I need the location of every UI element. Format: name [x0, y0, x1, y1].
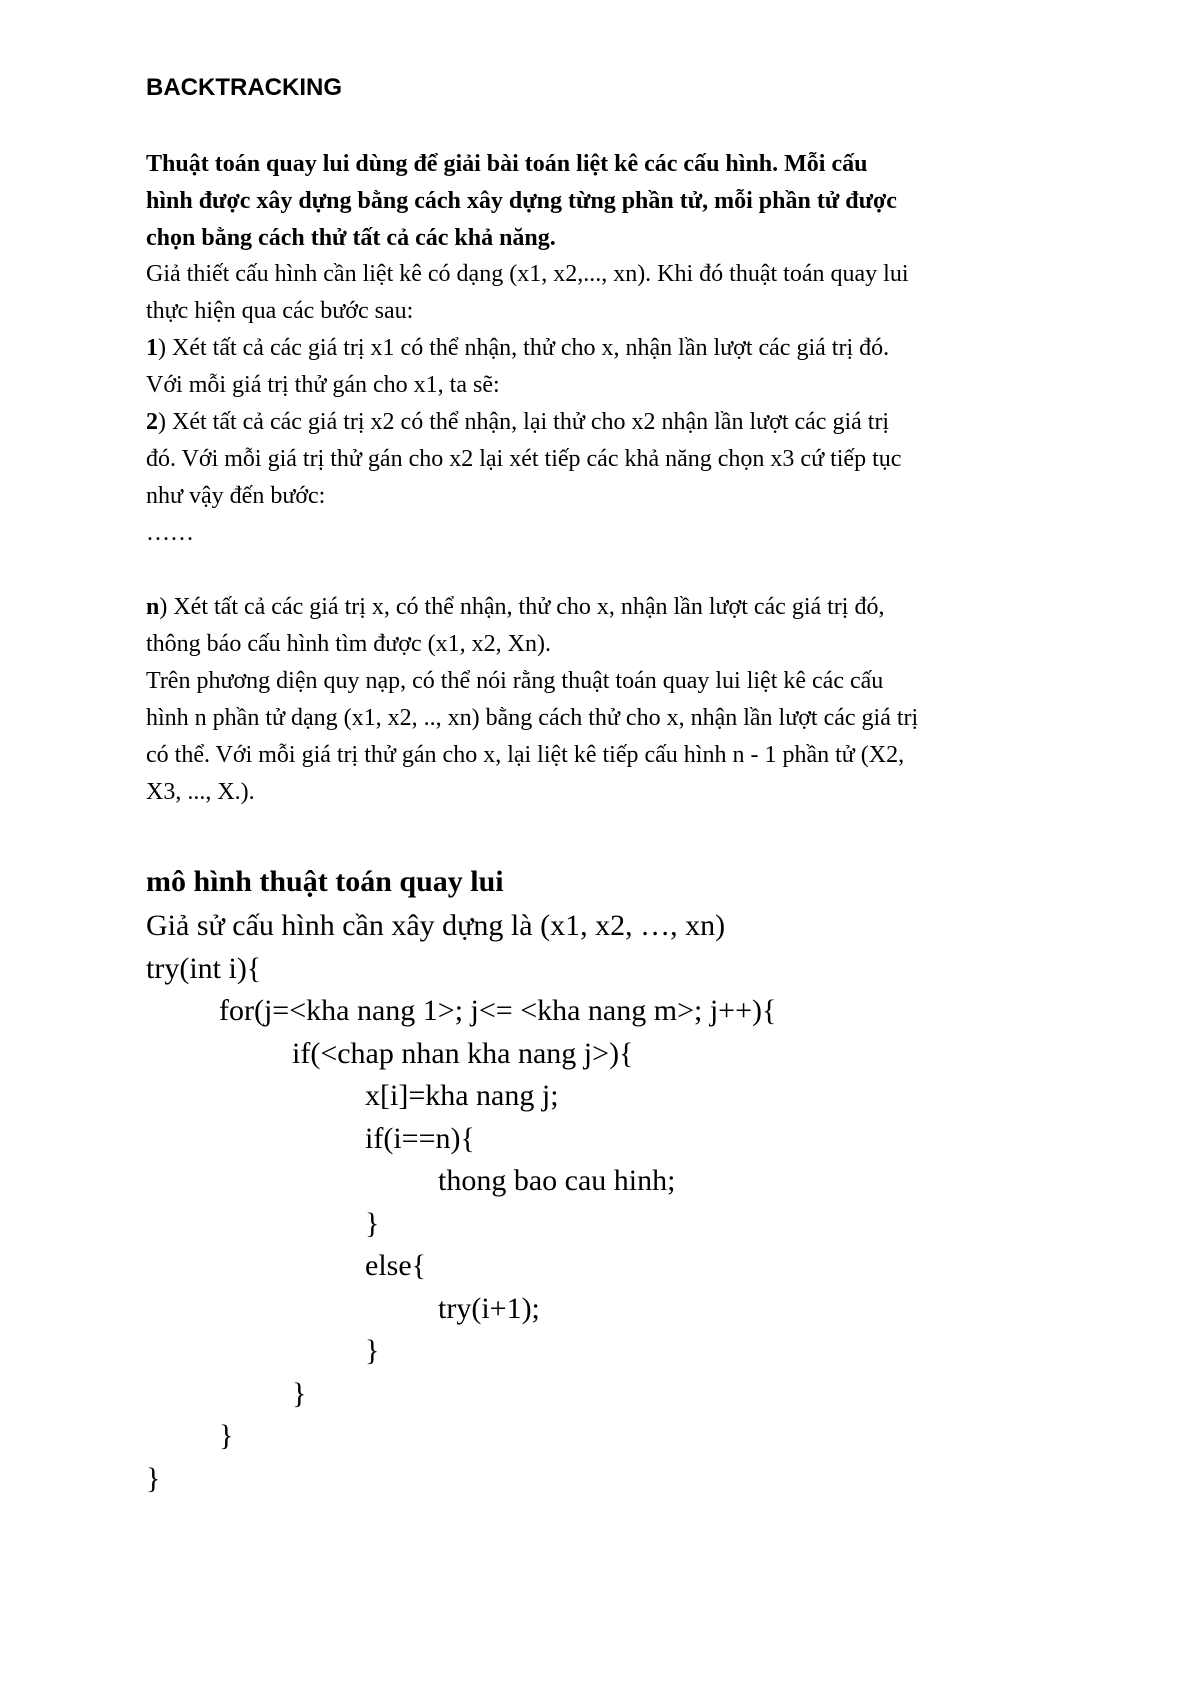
body-line — [146, 441, 1066, 478]
body-line-text: hình n phần tử dạng (x1, x2, .., xn) bằng cách thử cho x, nhận lần lượt các giá trị — [146, 705, 919, 731]
body-line-text: thực hiện qua các bước sau: — [146, 298, 414, 324]
code-line: x[i]=kha nang j; — [365, 1079, 559, 1112]
body-line — [146, 774, 1066, 811]
pseudocode-block — [146, 905, 776, 1500]
body-line-text: Trên phương diện quy nạp, có thể nói rằng thuật toán quay lui liệt kê các cấu — [146, 668, 884, 694]
body-line — [146, 293, 1066, 330]
body-line — [146, 256, 1066, 293]
code-line: } — [292, 1376, 307, 1410]
intro-line: hình được xây dựng bằng cách xây dựng từng phần tử, mỗi phần tử được — [146, 188, 897, 214]
body-line — [146, 663, 1066, 700]
body-line-text: Giả thiết cấu hình cần liệt kê có dạng (x1, x2,..., xn). Khi đó thuật toán quay lui — [146, 261, 909, 287]
intro-paragraph — [146, 146, 1066, 257]
code-line: } — [365, 1334, 380, 1367]
body-line — [146, 515, 1066, 552]
code-line: Giả sử cấu hình cần xây dựng là (x1, x2, …, xn) — [146, 909, 726, 942]
body-line-text: ) Xét tất cả các giá trị x2 có thể nhận, lại thử cho x2 nhận lần lượt các giá trị — [158, 409, 890, 435]
body-line — [146, 737, 1066, 774]
body-line — [146, 330, 1066, 367]
body-line-text: ) Xét tất cả các giá trị x1 có thể nhận, thử cho x, nhận lần lượt các giá trị đó. — [158, 335, 890, 361]
code-line: else{ — [365, 1249, 427, 1282]
body-line — [146, 700, 1066, 737]
code-line: try(int i){ — [146, 951, 262, 985]
section-title: mô hình thuật toán quay lui — [146, 865, 504, 898]
body-line — [146, 404, 1066, 441]
body-line-text: Với mỗi giá trị thử gán cho x1, ta sẽ: — [146, 372, 500, 398]
code-line: for(j=<kha nang 1>; j<= <kha nang m>; j++){ — [219, 994, 777, 1027]
code-line: thong bao cau hinh; — [438, 1164, 676, 1197]
body-line-text: thông báo cấu hình tìm được (x1, x2, Xn). — [146, 631, 551, 657]
code-line: if(i==n){ — [365, 1121, 475, 1155]
document-heading: BACKTRACKING — [146, 74, 342, 101]
intro-line: chọn bằng cách thử tất cả các khả năng. — [146, 225, 556, 251]
body-line-text: đó. Với mỗi giá trị thử gán cho x2 lại xét tiếp các khả năng chọn x3 cứ tiếp tục — [146, 446, 902, 472]
code-line: } — [146, 1461, 161, 1495]
body-line — [146, 626, 1066, 663]
code-line: try(i+1); — [438, 1291, 540, 1325]
body-line-text: có thể. Với mỗi giá trị thử gán cho x, lại liệt kê tiếp cấu hình n - 1 phần tử (X2, — [146, 742, 905, 768]
code-line: } — [365, 1206, 380, 1240]
body-line-text: như vậy đến bước: — [146, 483, 326, 509]
code-line: } — [219, 1419, 234, 1452]
code-line: if(<chap nhan kha nang j>){ — [292, 1036, 634, 1070]
body-paragraph — [146, 256, 1066, 811]
body-line-text: ) Xét tất cả các giá trị x, có thể nhận, thử cho x, nhận lần lượt các giá trị đó, — [159, 594, 885, 620]
intro-line: Thuật toán quay lui dùng để giải bài toán liệt kê các cấu hình. Mỗi cấu — [146, 151, 868, 177]
body-line-text: X3, ..., X.). — [146, 779, 255, 805]
body-line-text: …… — [146, 520, 194, 546]
body-line — [146, 589, 1066, 626]
step-number: 2 — [146, 409, 158, 435]
step-number: 1 — [146, 335, 158, 361]
body-line — [146, 552, 1066, 589]
body-line — [146, 367, 1066, 404]
body-line — [146, 478, 1066, 515]
step-number: n — [146, 594, 160, 620]
